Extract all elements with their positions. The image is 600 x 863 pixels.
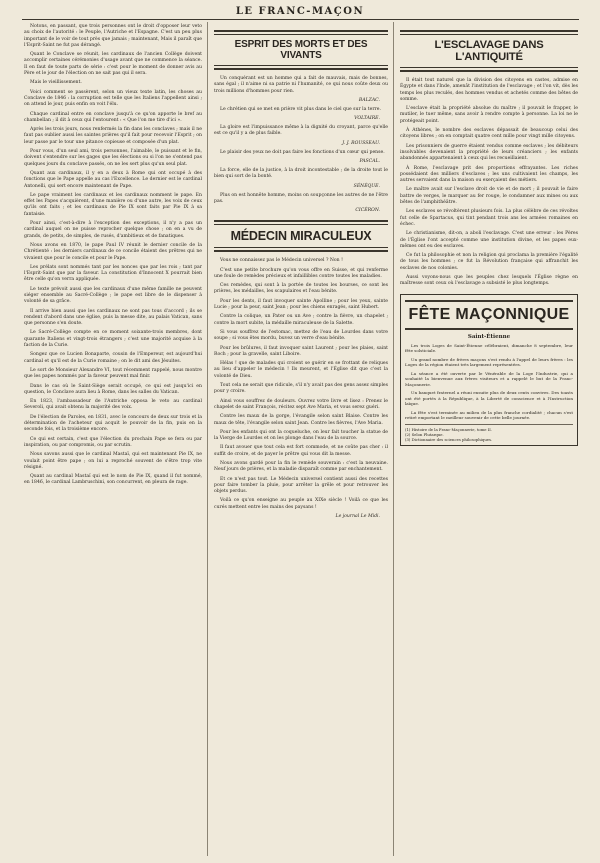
footnote: (2) Selon Plutarque. xyxy=(405,431,444,437)
heading-rule xyxy=(400,34,578,35)
article-paragraph: Vous ne connaissez pas le Médecin universel ? Non ! xyxy=(220,258,343,264)
heading-rule xyxy=(214,34,388,35)
footnote: (3) Dictionnaire des sciences philosophiques. xyxy=(405,436,493,442)
article-paragraph: Ce fut la philosophie et non la religion qui proclama la première l'égalité de tous les hommes ; ce fut la Révolution française qui affranchit les esclaves de nos colonies. xyxy=(400,253,578,271)
article-paragraph: Aussi voyons-nous que les peuples chez lesquels l'Église règne en maîtresse sont ceux où l'esclavage a subsisté le plus longtemps. xyxy=(400,275,578,287)
section-title-medecin: MÉDECIN MIRACULEUX xyxy=(230,229,372,244)
article-paragraph: Les trois Loges de Saint-Étienne célébraient, dimanche 8 septembre, leur fête solsticiale. xyxy=(405,342,573,354)
article-paragraph: Il faut avouer que tout cela est fort commode, et ne coûte pas cher : il suffit de croire, et de payer le prêtre qui vous dit la messe. xyxy=(214,445,388,457)
article-paragraph: Le Sacré-Collège compte en ce moment soixante-trois membres, dont quarante Italiens et vingt-trois étrangers ; c'est une majorité acquise à la faction de la Curie. xyxy=(24,330,202,349)
maxim-text: Un conquérant est un homme qui a fait de mauvais, mais de bonnes, sans égal ; il n'aime ni sa patrie ni l'humanité, ce qui nous coûte deux ou trois millions d'hommes pour rien. xyxy=(214,76,388,94)
column-3 xyxy=(400,24,578,854)
article-paragraph: À Rome, l'esclavage prit des proportions effrayantes. Les riches possédaient des milliers d'esclaves ; les uns cultivaient les champs, les autres servaient dans la maison ou exerçaient des métiers. xyxy=(400,165,578,184)
maxim-text: La force, elle de la justice, à la droit incontestable ; de la droite tout le bien qui sort de la bonté. xyxy=(214,168,388,180)
column-2 xyxy=(214,24,388,854)
article-paragraph: Songez que ce Lucien Bonaparte, cousin de l'Empereur, est aujourd'hui cardinal et qu'il est de la Curie romaine ; on le dit ami des Jésuites. xyxy=(24,352,202,364)
article-paragraph: L'esclave était la propriété absolue du maître ; il pouvait le frapper, le mutiler, le tuer même, sans avoir à rendre compte à personne. La loi ne le protégeait point. xyxy=(400,106,578,124)
article-paragraph: Nous avons gardé pour la fin le remède souverain : c'est la neuvaine. Neuf jours de prières, et la maladie disparaît comme par enchantement. xyxy=(214,460,388,473)
footnote: (1) Histoire de la Franc-Maçonnerie, tome II. xyxy=(405,426,492,432)
heading-rule xyxy=(214,30,388,32)
article-paragraph: Tout cela ne serait que ridicule, s'il n'y avait pas des gens assez simples pour y croire. xyxy=(214,383,388,395)
maxim-text: Le plaisir des yeux ne doit pas faire les fonctions d'un cœur qui pense. xyxy=(220,149,385,155)
article-paragraph: En 1823, l'ambassadeur de l'Autriche opposa le veto au cardinal Severoli, qui avait obtenu la majorité des voix. xyxy=(24,399,202,411)
heading-rule xyxy=(400,67,578,68)
heading-rule xyxy=(214,247,388,248)
article-paragraph: Les prélats sont nommés tant par les nonces que par les rois ; tant par l'Esprit-Saint que par la faveur. La constitution d'Innocent X pourrait bien être celle qu'on verra appliquée. xyxy=(24,264,202,283)
section-heading-box xyxy=(400,30,578,72)
fete-section xyxy=(400,294,578,446)
heading-rule xyxy=(405,300,573,302)
heading-rule xyxy=(214,250,388,252)
article-paragraph: Pour les enfants qui ont la coqueluche, on leur fait toucher la statue de la Vierge de Lourdes et on les plonge dans l'eau de la source. xyxy=(214,429,388,442)
column-1 xyxy=(24,24,202,854)
article-paragraph: Ce qui est certain, c'est que l'élection du prochain Pape se fera ou par inspiration, ou par compromis, ou par scrutin. xyxy=(24,436,202,448)
article-paragraph: Quant aux cardinaux, il y en a deux à Rome qui ont occupé à des fonctions que le Pape appelle au cas l'Excellence. Le dernier est le cardinal Antonelli, qui sert encore maintenant de Pape. xyxy=(24,170,202,189)
maxim-author: VOLTAIRE. xyxy=(354,116,380,122)
heading-rule xyxy=(400,30,578,32)
article-paragraph: La fête s'est terminée au milieu de la plus franche cordialité ; chacun s'est retiré emportant le meilleur souvenir de cette belle journée. xyxy=(405,409,573,421)
article-paragraph: Mais le vieillissement. xyxy=(30,80,82,86)
article-paragraph: Il arrive bien aussi que les cardinaux ne sont pas tous d'accord ; ils se rendent d'abord dans une église, puis la messe dite, au palais Vatican, sans que personne s'en doute. xyxy=(24,308,202,327)
section-subtitle: Saint-Étienne xyxy=(467,333,511,340)
article-paragraph: Pour vous, d'un seul ami, trois personnes, l'aimable, le puissant et le fin, doivent s'entendre sur les gages que les élections ou si l'on ne s'entend pas quelques jours du conclave passés, on ne les sert plus qu'un seul plat. xyxy=(24,149,202,167)
article-paragraph: Hélas ! que de malades qui croient se guérir en se frottant de reliques au lieu d'appeler le médecin ! Ils meurent, et l'Église dit que c'est la volonté de Dieu. xyxy=(214,361,388,379)
article-paragraph: Si vous souffrez de l'estomac, mettez de l'eau de Lourdes dans votre soupe ; si vous êtes mordu, buvez un verre d'eau bénite. xyxy=(214,329,388,342)
article-paragraph: Après les trois jours, nous renfermés la fin dans les conclaves ; mais il ne faut pas oublier aussi les saintes prières qu'il fait pour recevoir l'Esprit ; on leur passe par le tour une pitance copieuse et composée d'un plat. xyxy=(24,127,202,145)
section-heading-box xyxy=(214,30,388,70)
article-paragraph: Contre les maux de la gorge, l'évangile selon saint Blaise. Contre les maux de tête, l'évangile selon saint Jean. Contre les fièvres, l'Ave Maria. xyxy=(214,414,388,426)
article-paragraph: Voilà ce qu'on enseigne au peuple au XIXe siècle ! Voilà ce que les curés mettent entre les mains des paysans ! xyxy=(214,498,388,510)
article-paragraph: Un banquet fraternel a réuni ensuite plus de deux cents convives. Des toasts ont été portés à la République, à la Liberté de conscience et à l'Instruction laïque. xyxy=(405,390,573,407)
article-paragraph: C'est une petite brochure qu'on vous offre en Suisse, et qui renferme une foule de remèdes précieux et infaillibles contre toutes les maladies. xyxy=(214,267,388,279)
article-paragraph: Les prisonniers de guerre étaient vendus comme esclaves ; les débiteurs insolvables devenaient la propriété de leurs créanciers ; les enfants abandonnés appartenaient à ceux qui les recueillaient. xyxy=(400,143,578,162)
heading-rule xyxy=(400,70,578,72)
article-paragraph: Voici comment se passèrent, selon un vieux texte latin, les choses au Conclave de 1846 : la corruption est telle que les Italiens l'appellent ainsi ; on attend le jour, puis enfin on voit l'élu. xyxy=(24,89,202,108)
article-paragraph: Dans le cas où le Saint-Siège serait occupé, ce qui est jusqu'ici en question, le Conclave aura lieu à Rome, dans les salles du Vatican. xyxy=(24,383,202,395)
section-title-esprit: ESPRIT DES MORTS ET DES VIVANTS xyxy=(234,39,368,61)
section-heading-box xyxy=(214,220,388,252)
footnotes xyxy=(405,424,573,442)
article-paragraph: Le sort de Monsieur Alexandre VI, tout récemment rappelé, nous montre que les papes nommés par la faveur peuvent mal finir. xyxy=(24,367,202,380)
article-signature: Le journal Le Midi. xyxy=(335,514,380,520)
heading-rule xyxy=(214,68,388,70)
maxim-text: Le chrétien qui se met en prière vit plus dans le ciel que sur la terre. xyxy=(220,106,381,112)
article-paragraph: Le texte prévoit aussi que les cardinaux d'une même famille ne peuvent siéger ensemble au Sacré-Collège ; le pape est libre de le dispenser à volonté de sa grâce. xyxy=(24,286,202,305)
section-title-fete: FÊTE MAÇONNIQUE xyxy=(408,305,570,323)
article-paragraph: Ainsi vous souffrez de douleurs. Ouvrez votre livre et lisez : Prenez le chapelet de saint François, récitez sept Ave Maria, et vous serez guéri. xyxy=(214,398,388,410)
article-paragraph: Nous avons en 1870, le pape Paul IV réunit le dernier concile de la Chrétienté : les derniers cardinaux de ce concile étaient des prêtres qui ne vivaient que pour le concile et pour le Pape. xyxy=(24,242,202,261)
article-paragraph: Pour ainsi, c'est-à-dire à l'exception des exceptions, il n'y a pas un cardinal auquel on ne puisse reprocher quelque chose ; on en a vu de grands, de petits, de simples, de rusés, d'ambitieux et de fanatiques. xyxy=(24,221,202,239)
article-paragraph: De l'élection de Paroles, en 1831, avec le concours de deux sur trois et la détermination de l'acheteur qui acquit le pouvoir de la fin, puis en la seconde fois, et la troisième encore. xyxy=(24,414,202,433)
article-paragraph: Pour les brûlures, il faut invoquer saint Laurent ; pour les plaies, saint Roch ; pour la gravelle, saint Liboire. xyxy=(214,345,388,357)
article-paragraph: La séance a été ouverte par le Vénérable de la Loge l'Industrie, qui a souhaité la bienvenue aux frères visiteurs et a rappelé le but de la Franc-Maçonnerie. xyxy=(405,370,573,387)
article-paragraph: Notons, en passant, que trois personnes ont le droit d'opposer leur veto au choix de l'autorité : le Peuple, l'Autriche et l'Espagne. C'est un peu plus important de le voir de tout près que jamais ; maintenant, Mais il paraît que l'Esprit-Saint ne fut pas dérangé. xyxy=(24,24,202,48)
maxim-author: SÉNÈQUE. xyxy=(353,183,380,189)
page-header: LE FRANC-MAÇON xyxy=(235,6,365,17)
article-paragraph: Ces remèdes, qui sont à la portée de toutes les bourses, ce sont les prières, les médailles, les scapulaires et l'eau bénite. xyxy=(214,283,388,295)
column-divider xyxy=(393,22,394,856)
article-paragraph: Le christianisme, dit-on, a aboli l'esclavage. C'est une erreur : les Pères de l'Église l'ont accepté comme une institution divine, et les papes eux-mêmes ont eu des esclaves. xyxy=(400,231,578,249)
article-paragraph: Pour les dents, il faut invoquer sainte Apolline ; pour les yeux, sainte Lucie ; pour la peur, saint Jean ; pour les chiens enragés, saint Hubert. xyxy=(214,298,388,311)
maxim-author: J. J. ROUSSEAU. xyxy=(342,140,380,146)
article-paragraph: À Athènes, le nombre des esclaves dépassait de beaucoup celui des citoyens libres ; on en comptait quatre cent mille pour vingt mille citoyens. xyxy=(400,128,578,140)
article-paragraph: Chaque cardinal entre en conclave jusqu'à ce qu'on apporte le bref au chambellan ; il dit à ceux qui l'entourent : « Que l'on me tire d'ici ». xyxy=(24,111,202,123)
article-paragraph: Le pape vraiment les cardinaux et les cardinaux nomment le pape. En effet les Papes s'acquièrent, d'une manière ou d'une autre, les voix de ceux qu'ils ont faits ; et les cardinaux de Pie IX sont faits par Pie IX à sa fantaisie. xyxy=(24,192,202,217)
article-paragraph: Un grand nombre de frères maçons s'est rendu à l'appel de leurs frères : les Loges de la région étaient très largement représentées. xyxy=(405,356,573,368)
maxim-text: La gloire est l'impuissance même à la dignité du croyant, parce qu'elle est ce qu'il y a de plus faible. xyxy=(214,125,388,137)
article-paragraph: Contre la colique, un Pater ou un Ave ; contre la fièvre, un chapelet ; contre la mort subite, la médaille miraculeuse de la Salette. xyxy=(214,314,388,326)
article-paragraph: Il était tout naturel que la division des citoyens en castes, admise en Égypte et dans l'Inde, amenât l'institution de l'esclavage ; et l'on vit, dès les temps les plus reculés, des hommes vendus et achetés comme des bêtes de somme. xyxy=(400,78,578,102)
header-rule xyxy=(22,19,579,20)
maxim-author: CICÉRON. xyxy=(355,208,380,214)
heading-rule xyxy=(214,65,388,66)
article-paragraph: Quant le Conclave se réunit, les cardinaux de l'ancien Collège doivent accomplir certaines cérémonies d'usage avant que ne commence la séance. Il en faut de toute parts de série : c'est pour le moment de donner avis au Père et le jour de l'élection on ne sait pas qui il sera. xyxy=(24,52,202,77)
section-heading-box xyxy=(405,300,573,330)
maxim-author: PASCAL. xyxy=(359,159,380,165)
heading-rule xyxy=(405,328,573,330)
section-title-esclavage: L'ESCLAVAGE DANS L'ANTIQUITÉ xyxy=(434,39,544,63)
article-paragraph: Le maître avait sur l'esclave droit de vie et de mort ; il pouvait le faire battre de verges, le marquer au fer rouge, le condamner aux mines ou aux bêtes de l'amphithéâtre. xyxy=(400,187,578,206)
article-paragraph: Et ce n'est pas tout. Le Médecin universel contient aussi des recettes pour faire tomber la pluie, pour arrêter la grêle et pour retrouver les objets perdus. xyxy=(214,476,388,495)
heading-rule xyxy=(214,224,388,225)
heading-rule xyxy=(214,220,388,222)
column-divider xyxy=(207,22,208,856)
maxim-author: BALZAC. xyxy=(358,97,380,103)
article-paragraph: Les esclaves se révoltèrent plusieurs fois. La plus célèbre de ces révoltes fut celle de Spartacus, qui tint pendant trois ans les armées romaines en échec. xyxy=(400,209,578,227)
maxim-text: Plus on est honnête homme, moins on soupçonne les autres de ne l'être pas. xyxy=(214,192,388,204)
article-paragraph: Nous savons aussi que le cardinal Mastaï, qui est maintenant Pie IX, ne voulait point être pape ; on lui a reproché souvent de s'être trop vite résigné. xyxy=(24,452,202,470)
article-paragraph: Quant au cardinal Mastaï qui est le nom de Pie IX, quand il fut nommé, en 1846, le cardinal Lambruschini, son concurrent, en pleura de rage. xyxy=(24,474,202,486)
